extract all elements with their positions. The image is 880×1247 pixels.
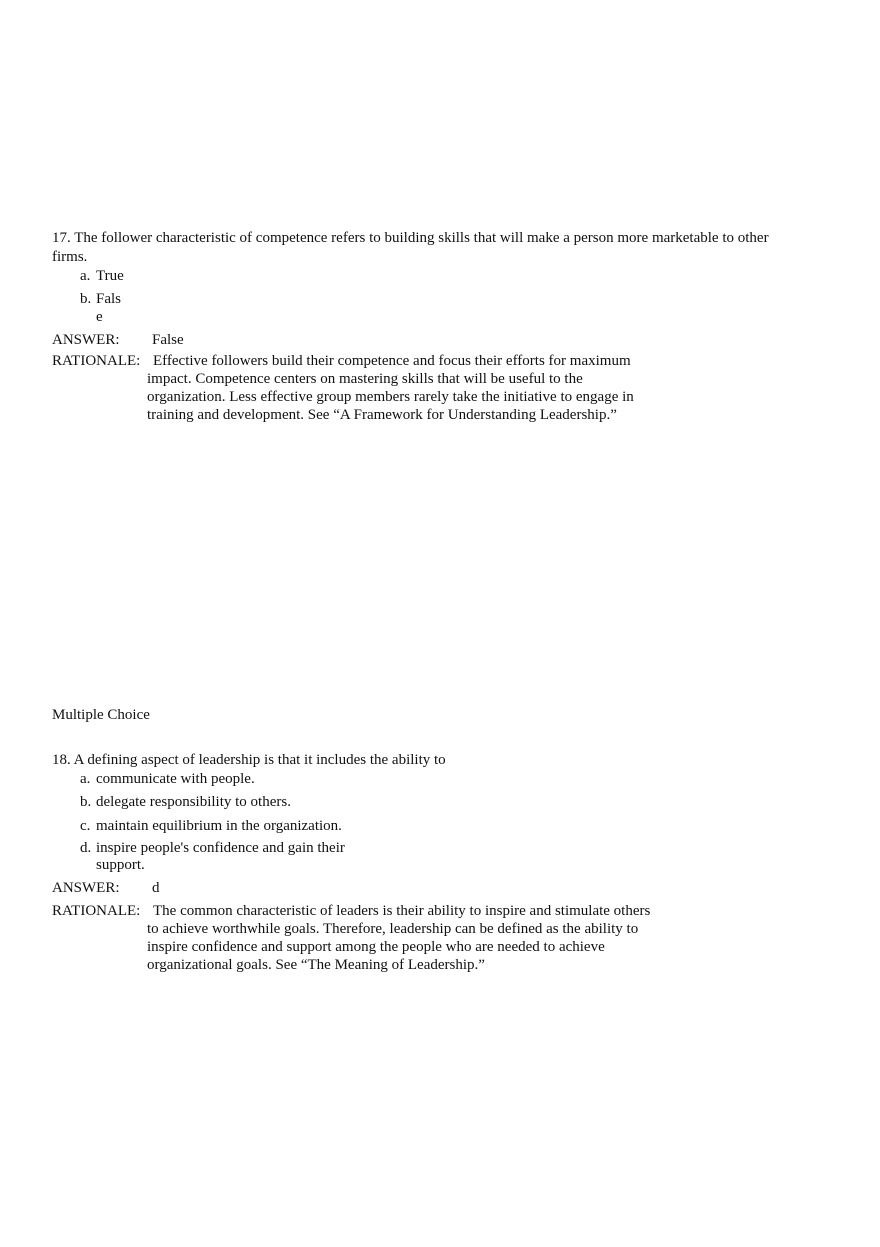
option-letter-a: a. [80, 771, 91, 787]
option-letter-b: b. [80, 291, 92, 307]
option-text-d-line-2: support. [96, 857, 145, 873]
option-text-b: delegate responsibility to others. [96, 794, 291, 810]
option-text-b-line-1: Fals [96, 291, 122, 307]
answer-value: False [152, 332, 184, 348]
rationale-line-4: training and development. See “A Framework for Understanding Leadership.” [147, 407, 617, 423]
answer-value: d [152, 880, 160, 896]
section-heading: Multiple Choice [52, 707, 150, 723]
question-17-stem-line-1: 17. The follower characteristic of competence refers to building skills that will make a person more marketable to other [52, 230, 769, 246]
option-letter-b: b. [80, 794, 92, 810]
option-text-b-line-2: e [96, 309, 103, 325]
rationale-line-1: Effective followers build their competence and focus their efforts for maximum [153, 353, 631, 369]
rationale-line-1: The common characteristic of leaders is their ability to inspire and stimulate others [153, 903, 651, 919]
rationale-label: RATIONALE: [52, 353, 141, 369]
rationale-label: RATIONALE: [52, 903, 141, 919]
question-18-stem: 18. A defining aspect of leadership is that it includes the ability to [52, 752, 446, 768]
option-letter-d: d. [80, 840, 92, 856]
option-letter-a: a. [80, 268, 91, 284]
option-letter-c: c. [80, 818, 91, 834]
option-text-d-line-1: inspire people's confidence and gain their [96, 840, 345, 856]
answer-label: ANSWER: [52, 332, 120, 348]
rationale-line-2: to achieve worthwhile goals. Therefore, leadership can be defined as the ability to [147, 921, 639, 937]
question-17-stem-line-2: firms. [52, 249, 88, 265]
option-text-c: maintain equilibrium in the organization. [96, 818, 342, 834]
rationale-line-3: organization. Less effective group members rarely take the initiative to engage in [147, 389, 634, 405]
rationale-line-2: impact. Competence centers on mastering skills that will be useful to the [147, 371, 583, 387]
option-text-a: communicate with people. [96, 771, 255, 787]
answer-label: ANSWER: [52, 880, 120, 896]
rationale-line-4: organizational goals. See “The Meaning of Leadership.” [147, 957, 485, 973]
option-text-a: True [96, 268, 124, 284]
rationale-line-3: inspire confidence and support among the people who are needed to achieve [147, 939, 605, 955]
